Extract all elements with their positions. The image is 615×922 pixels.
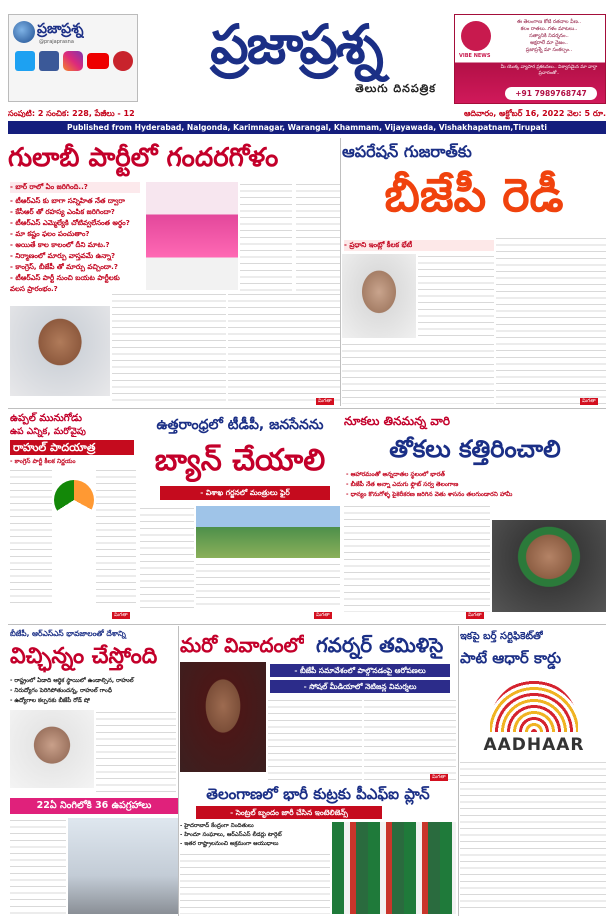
globe-icon bbox=[13, 21, 35, 43]
munugodu-kicker: ఉప్పల్ మునుగోడు bbox=[10, 413, 82, 424]
gujarat-body-mid bbox=[418, 254, 494, 338]
fingerprint-icon bbox=[490, 680, 578, 732]
twitter-icon[interactable] bbox=[15, 51, 35, 71]
aadhaar-logo-box bbox=[462, 676, 606, 756]
masthead bbox=[142, 6, 450, 106]
ad-brand: VIBE NEWS bbox=[459, 53, 491, 59]
gulab-continued-tag[interactable]: మిగతా bbox=[318, 398, 332, 404]
vichhinnam-kicker: బీజేపీ, ఆర్ఎస్ఎస్ భావజాలంతో దేశాన్ని bbox=[10, 629, 126, 638]
gujarat-subhead: - ప్రధాని ఇంట్లో కీలక భేటీ bbox=[344, 240, 494, 251]
pinterest-icon[interactable] bbox=[113, 51, 133, 71]
rocket-launch-photo bbox=[68, 818, 178, 914]
instagram-icon[interactable] bbox=[63, 51, 83, 71]
governor-headline: గవర్నర్ తమిళిసై bbox=[316, 633, 444, 657]
masthead-title: ప్రజాప్రశ్న bbox=[210, 13, 382, 76]
tokalu-kicker: నూకలు తినమన్న వారి bbox=[344, 414, 450, 428]
gujarat-continued-tag[interactable]: మిగతా bbox=[582, 398, 596, 404]
section-divider-1 bbox=[8, 408, 606, 409]
column-divider-top bbox=[340, 138, 341, 406]
pfi-headline: తెలంగాణలో భారీ కుట్రకు పీఎఫ్ఐ ప్లాన్ bbox=[206, 785, 430, 803]
vichhinnam-bullets: - రాష్ట్రంలో ఏడాది ఆర్థిక స్థాయిలో ఉండాల్సిన, రాహుల్ - నిరుద్యోగం పెరిగిపోతుందన్న, రాహుల్ గాంధీ - ఉద్యోగాల కల్పనకు బీజేపీ రోడ్ షో bbox=[10, 678, 134, 704]
governor-bullet-1: - బీజేపీ సమావేశంలో పాల్గొనడంపై ఆరోపణలు bbox=[270, 664, 450, 677]
governor-continued-tag[interactable]: మిగతా bbox=[432, 774, 446, 780]
gulab-body-col3 bbox=[296, 182, 340, 292]
governor-kicker: మరో వివాదంలో bbox=[180, 633, 305, 657]
issue-date-price: ఆదివారం, అక్టోబర్ 16, 2022 వెల: 5 రూ. bbox=[464, 109, 606, 118]
aadhaar-headline: పాటే ఆధార్ కార్డు bbox=[460, 649, 562, 667]
leader-portrait-photo bbox=[10, 306, 110, 396]
uttarandhra-body bbox=[140, 506, 194, 608]
munugodu-body-2 bbox=[96, 468, 136, 608]
uttarandhra-subhead: - విశాఖ గర్జనలో మంత్రులు ఫైర్ bbox=[160, 486, 330, 500]
pfi-subhead: - సెంట్రల్ బృందం జారీ చేసిన ఇంటెలిజెన్స్ bbox=[196, 806, 382, 819]
vizag-rally-photo bbox=[196, 506, 340, 558]
gujarat-headline: బీజేపీ రెడీ bbox=[384, 168, 564, 222]
uttarandhra-headline: బ్యాన్ చేయాలి bbox=[154, 443, 326, 478]
vibe-news-ad[interactable] bbox=[454, 14, 606, 104]
uttarandhra-continued-tag[interactable]: మిగతా bbox=[316, 612, 330, 618]
column-divider-right bbox=[458, 626, 459, 916]
issue-number: సంపుటి: 2 సంచిక: 228, పేజీలు - 12 bbox=[8, 109, 135, 118]
youtube-icon[interactable] bbox=[87, 53, 109, 69]
gulab-body-lower2 bbox=[228, 292, 340, 404]
munugodu-continued-tag[interactable]: మిగతా bbox=[114, 612, 128, 618]
pfi-flags-photo bbox=[332, 822, 456, 914]
pfi-body bbox=[180, 852, 330, 914]
gujarat-kicker: ఆపరేషన్ గుజరాత్‌కు bbox=[342, 142, 472, 161]
ktr-portrait-photo bbox=[492, 520, 606, 612]
uttarandhra-body-2 bbox=[196, 562, 340, 608]
gulab-bullets: - టీఆర్ఎస్ కు బాగా సన్నిహిత నేత ద్వారా - కేసీఆర్ తో రహస్య ఎంపిక జరిగిందా? - టీఆర్ఎస్ ఎమ్మెల్యేకి చోటివ్వలేనంత అర్థం? - మా కష్టం ఫలం పంచుతాం? - అయితే కాల కాలంలో దీని మాట.? - నిర్మాణంలో మార్పు వాస్తవమే ఉన్నా? - కాంగ్రెస్, బీజేపీ తో మార్పు వచ్చిందా.? - టీఆర్ఎస్ పార్టీ నుంచి బయట పార్టీలకు వలస ప్రారంభం.? bbox=[10, 197, 130, 293]
ad-lines: ఈ తెలంగాణ కోటి రతనాల వీణ.. కలం రాతలు..గళం మాటలు.. సత్యానికి నిదర్శనం.. అక్షరాలే మా నైజం.. ప్రజాప్రశ్నే మా సంకల్పం.. bbox=[516, 19, 582, 53]
gujarat-body-right bbox=[496, 236, 606, 406]
munugodu-subhead: - కాంగ్రెస్ పార్టీ కీలక నిర్ణయం bbox=[10, 458, 76, 465]
tokalu-headline: తోకలు కత్తిరించాలి bbox=[389, 435, 561, 463]
uttarandhra-kicker: ఉత్తరాంధ్రలో టీడీపీ, జనసేనను bbox=[156, 417, 324, 433]
social-icons bbox=[15, 51, 133, 75]
gujarat-body-lower bbox=[342, 342, 494, 404]
masthead-subtitle: తెలుగు దినపత్రిక bbox=[355, 82, 436, 95]
header-handle: @prajaprasna bbox=[39, 39, 74, 45]
issue-info-bar bbox=[8, 108, 606, 120]
pfi-bullets: - హైదరాబాద్ కేంద్రంగా నిందితులు - హిందూ సంఘాలు, ఆర్ఎస్ఎస్ లీడర్లు టార్గెట్ - ఇతర రాష్ట్రాలనుంచి అక్రమంగా ఆయుధాలు bbox=[180, 823, 282, 847]
column-divider-left bbox=[178, 626, 179, 916]
governor-bullet-2: - సోషల్ మీడియాలో నెటిజన్ల విమర్శలు bbox=[270, 680, 450, 693]
tamilisai-portrait-photo bbox=[180, 662, 266, 772]
tokalu-continued-tag[interactable]: మిగతా bbox=[468, 612, 482, 618]
aadhaar-kicker: ఇకపై బర్త్ సర్టిఫికెట్‌తో bbox=[460, 631, 543, 642]
aadhaar-body bbox=[460, 760, 606, 914]
ad-phone: +91 7989768747 bbox=[505, 87, 597, 100]
gaja-headline: 22ఏ నింగిలోకి 36 ఉపగ్రహాలు bbox=[10, 798, 178, 814]
modi-portrait-photo bbox=[342, 254, 416, 338]
header-logo-text: ప్రజాప్రశ్న bbox=[37, 21, 84, 37]
section-divider-2 bbox=[8, 624, 606, 625]
vichhinnam-headline: విచ్ఛిన్నం చేస్తోంది bbox=[10, 644, 158, 669]
gaja-body bbox=[10, 818, 66, 914]
vibe-logo-icon bbox=[461, 21, 491, 51]
aadhaar-logo-text: AADHAAR bbox=[483, 735, 585, 755]
tokalu-body bbox=[344, 504, 490, 612]
munugodu-headline: రాహుల్ పాదయాత్ర bbox=[10, 440, 134, 455]
governor-body bbox=[268, 698, 362, 780]
munugodu-kicker2: ఉప ఎన్నిక, మరోవైపు bbox=[10, 427, 86, 437]
gulab-body-lower bbox=[112, 292, 226, 404]
governor-body-2 bbox=[364, 698, 456, 780]
gulab-body-col2 bbox=[240, 182, 292, 292]
munugodu-body bbox=[10, 468, 52, 608]
rahul-portrait-photo bbox=[10, 710, 94, 788]
tokalu-bullets: - ఆహారమంతో అన్నదాతల స్థలంలో భారత్ - బీజేపీ నేత అన్నా ఎదుగు ఫ్లొట్ సర్వ తెలంగాణ - ధాన్యం కొనుగోళ్ళ పైకెరీకరణ జరిగిన వెతు శాసనం తలగుండారని హామీ bbox=[346, 471, 513, 498]
gulab-headline: గులాబీ పార్టీలో గందరగోళం bbox=[8, 143, 279, 173]
header-logo-box bbox=[8, 14, 138, 102]
published-from-bar: Published from Hyderabad, Nalgonda, Karimnagar, Warangal, Khammam, Vijayawada, Vishakhapatnam,Tirupati bbox=[8, 121, 606, 134]
congress-hand-icon bbox=[54, 480, 94, 520]
ad-caption: మీ యొక్క వ్యాపార ప్రకటనలు.. విశ్వాసమైన మా వార్తా ప్రచారంతో.. bbox=[500, 65, 598, 76]
pink-car-photo bbox=[146, 182, 238, 290]
gulab-kicker: - బార్ రాలో ఏం జరిగింది..? bbox=[10, 182, 140, 193]
facebook-icon[interactable] bbox=[39, 51, 59, 71]
vichhinnam-body bbox=[96, 710, 176, 796]
